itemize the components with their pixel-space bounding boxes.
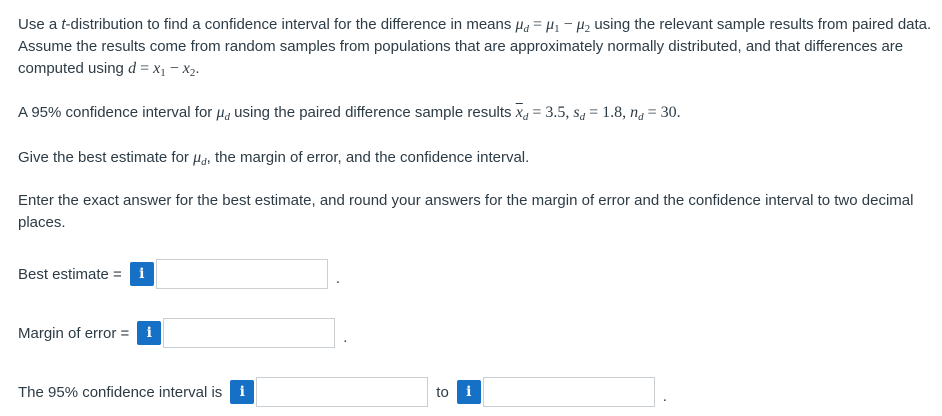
best-estimate-input[interactable] bbox=[156, 259, 328, 289]
margin-of-error-label: Margin of error = bbox=[18, 324, 130, 342]
sample-text-1: A 95% confidence interval for bbox=[18, 104, 217, 121]
info-icon[interactable]: i bbox=[130, 262, 154, 286]
mu-d-symbol: $\mu_d$ bbox=[216, 104, 230, 123]
best-estimate-label: Best estimate = bbox=[18, 265, 122, 283]
intro-text-2: -distribution to find a confidence interval for the difference in means bbox=[65, 16, 516, 33]
trailing-period: . bbox=[343, 328, 348, 346]
intro-text-1: Use a bbox=[18, 16, 62, 33]
intro-text-3: using the relevant sample results from paired data. Assume the results come from random samples from populations that are approximately normally distributed, and that differences are computed using bbox=[18, 16, 932, 77]
margin-of-error-row bbox=[18, 317, 347, 349]
info-icon[interactable]: i bbox=[457, 380, 481, 404]
diff-means-formula: $\mu_d = \mu_1 - \mu_2$ bbox=[515, 16, 591, 35]
ci-lower-input[interactable] bbox=[256, 377, 428, 407]
problem-intro bbox=[18, 14, 933, 80]
rounding-instructions: Enter the exact answer for the best estimate, and round your answers for the margin of error and the confidence interval to two decimal places. bbox=[18, 192, 914, 231]
best-estimate-row bbox=[18, 258, 340, 290]
difference-formula: $d = x_1 - x_2$ bbox=[128, 60, 196, 79]
instructions-text-2: , the margin of error, and the confidence interval. bbox=[206, 149, 530, 166]
sample-stats-formula: $\overline{x}_d = 3.5$, $s_d = 1.8$, $n_d = 30$. bbox=[515, 104, 681, 123]
intro-period: . bbox=[195, 60, 200, 77]
sample-text-2: using the paired difference sample results bbox=[229, 104, 516, 121]
info-icon[interactable]: i bbox=[230, 380, 254, 404]
margin-of-error-input[interactable] bbox=[163, 318, 335, 348]
trailing-period: . bbox=[662, 387, 667, 405]
to-label: to bbox=[436, 383, 449, 401]
confidence-interval-label: The 95% confidence interval is bbox=[18, 383, 223, 401]
instructions-text-1: Give the best estimate for bbox=[18, 149, 194, 166]
confidence-interval-row bbox=[18, 376, 667, 408]
trailing-period: . bbox=[335, 269, 340, 287]
problem-sample-results bbox=[18, 102, 681, 124]
intro-t-italic: t bbox=[61, 16, 66, 33]
ci-upper-input[interactable] bbox=[483, 377, 655, 407]
info-icon[interactable]: i bbox=[137, 321, 161, 345]
mu-d-symbol-2: $\mu_d$ bbox=[193, 149, 207, 168]
problem-instructions bbox=[18, 147, 529, 169]
